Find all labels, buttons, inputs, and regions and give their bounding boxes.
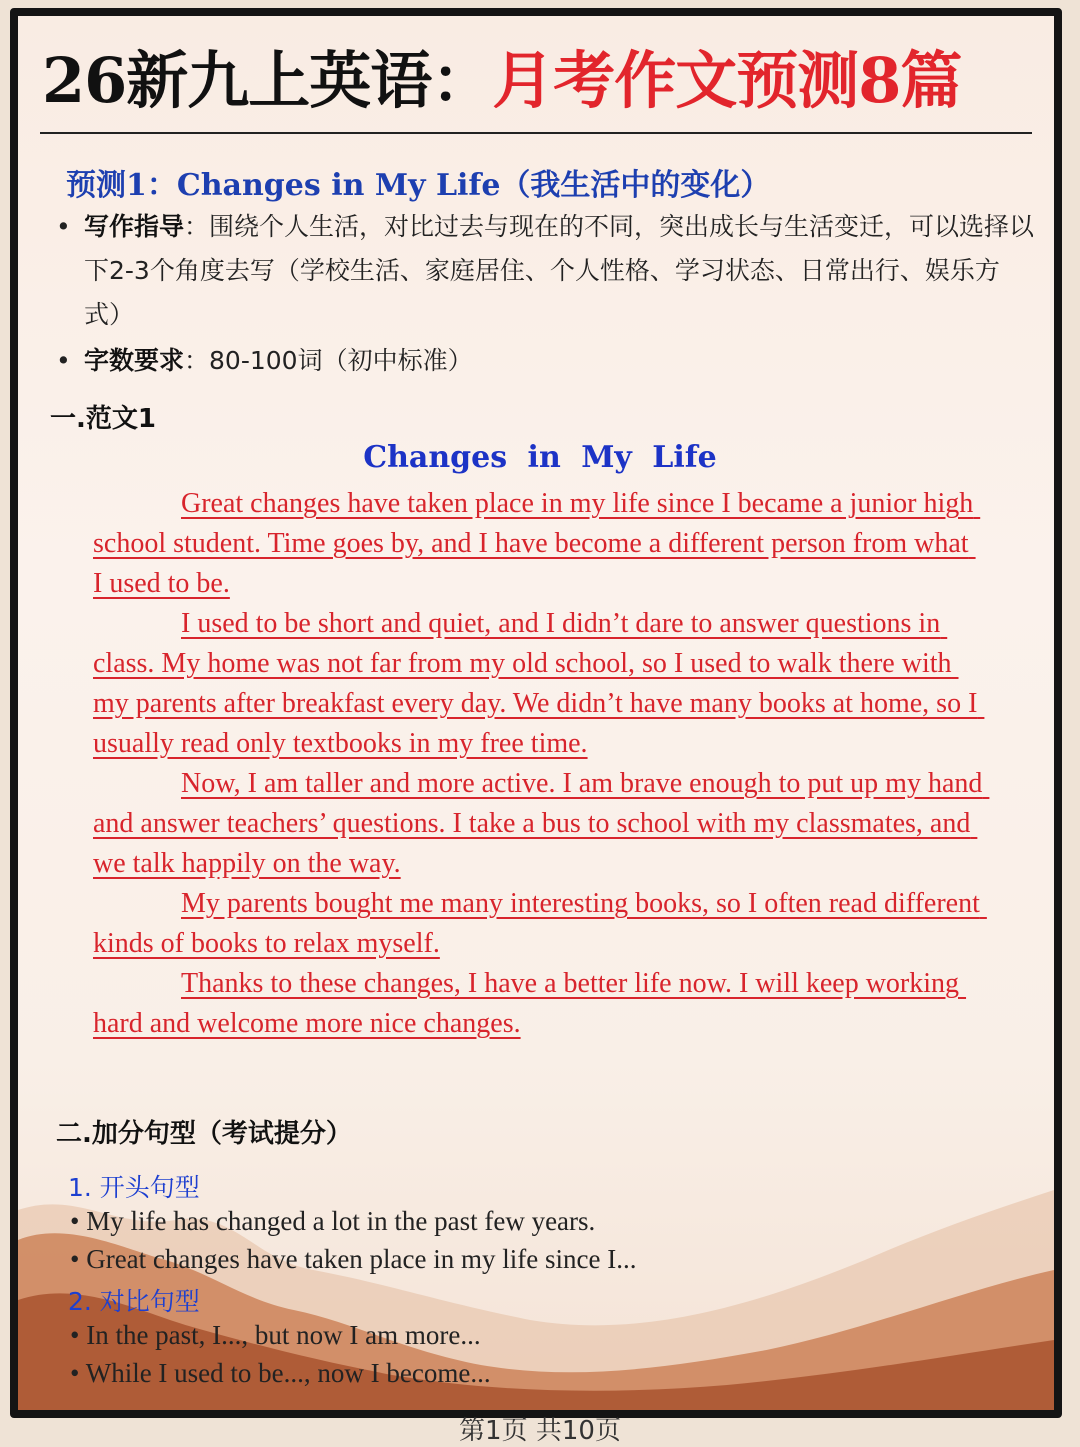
section-bonus-patterns: 二.加分句型（考试提分）	[56, 1119, 352, 1149]
essay-paragraph-text: I used to be short and quiet, and I didn’t dare to answer questions in class. My home was not far from my old school, so I used to walk there with my parents after breakfast every day. We didn’t have many books at home, so I usually read only textbooks in my free time.	[93, 608, 985, 759]
pattern-sentence: • In the past, I..., but now I am more...	[70, 1320, 481, 1350]
title-black: 26新九上英语：	[42, 44, 493, 117]
essay-paragraph	[93, 964, 983, 1044]
pattern-heading-opening: 1. 开头句型	[68, 1173, 200, 1202]
writing-guide-list	[56, 205, 1036, 385]
prediction-heading: 预测1：Changes in My Life（我生活中的变化）	[66, 168, 771, 203]
bullet-dot-icon: •	[56, 346, 71, 375]
pattern-sentence: • My life has changed a lot in the past few years.	[70, 1206, 596, 1236]
title-divider	[40, 132, 1032, 134]
essay-paragraph	[93, 604, 983, 764]
page-title	[42, 44, 962, 117]
section-model-essay: 一.范文1	[50, 404, 156, 434]
essay-paragraph	[93, 764, 990, 884]
guide-label-writing: 写作指导	[84, 212, 185, 241]
essay-paragraph-text: Now, I am taller and more active. I am brave enough to put up my hand and answer teachers’ questions. I take a bus to school with my classmates, and we talk happily on the way.	[93, 768, 990, 879]
guide-text-wordcount: ：80-100词（初中标准）	[184, 346, 473, 375]
guide-item-wordcount	[56, 339, 1036, 383]
title-red: 月考作文预测8篇	[492, 44, 962, 117]
essay-paragraph-text: My parents bought me many interesting books, so I often read different kinds of books to relax myself.	[93, 888, 987, 959]
model-essay	[93, 484, 990, 1044]
guide-label-wordcount: 字数要求	[84, 346, 185, 375]
essay-paragraph	[93, 884, 987, 964]
essay-paragraph-text: Thanks to these changes, I have a better life now. I will keep working hard and welcome more nice changes.	[93, 968, 967, 1039]
guide-text-writing: ：围绕个人生活，对比过去与现在的不同，突出成长与生活变迁，可以选择以下2-3个角度去写（学校生活、家庭居住、个人性格、学习状态、日常出行、娱乐方式）	[84, 212, 1035, 329]
essay-paragraph-text: Great changes have taken place in my life since I became a junior high school student. Time goes by, and I have become a different person from what I used to be.	[93, 488, 981, 599]
bullet-dot-icon: •	[56, 212, 71, 241]
essay-paragraph	[93, 484, 983, 604]
guide-item-writing	[56, 205, 1036, 337]
page-number: 第1页 共10页	[459, 1416, 621, 1446]
pattern-heading-contrast: 2. 对比句型	[68, 1287, 200, 1316]
pattern-sentence: • While I used to be..., now I become...	[70, 1358, 491, 1388]
essay-title: Changes in My Life	[363, 440, 717, 475]
pattern-sentence: • Great changes have taken place in my life since I...	[70, 1244, 637, 1274]
